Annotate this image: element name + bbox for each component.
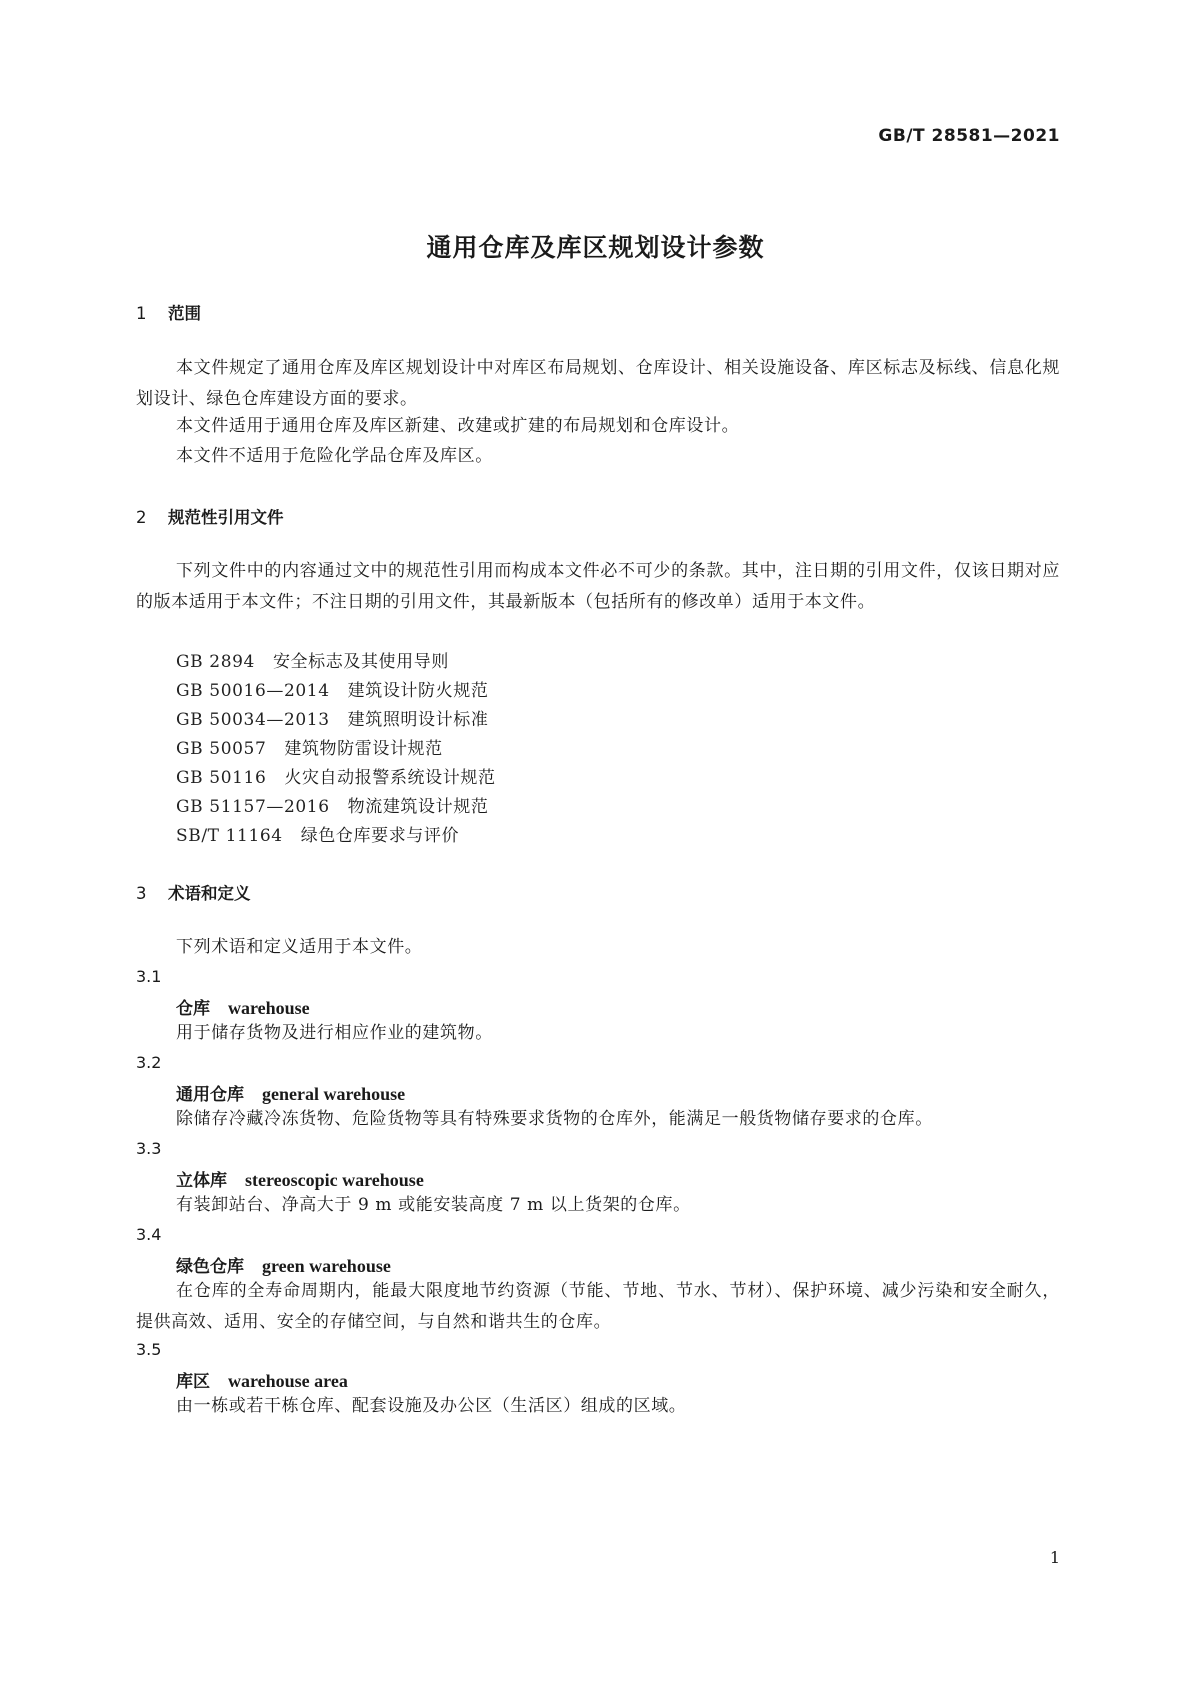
term-name xyxy=(176,1252,391,1277)
term-name xyxy=(176,994,310,1019)
reference-item xyxy=(176,763,496,788)
reference-item xyxy=(176,734,443,759)
section-number: 2 xyxy=(136,508,147,527)
reference-title: 火灾自动报警系统设计规范 xyxy=(284,768,496,788)
term-definition: 有装卸站台、净高大于 9 m 或能安装高度 7 m 以上货架的仓库。 xyxy=(176,1195,691,1215)
reference-title: 物流建筑设计规范 xyxy=(347,797,489,817)
term-number: 3.1 xyxy=(136,967,162,986)
reference-title: 建筑照明设计标准 xyxy=(347,710,489,730)
section-number: 3 xyxy=(136,884,147,903)
term-number: 3.5 xyxy=(136,1340,162,1359)
term-zh: 绿色仓库 xyxy=(176,1257,244,1277)
section-number: 1 xyxy=(136,304,147,323)
reference-item xyxy=(176,821,459,846)
reference-item xyxy=(176,647,449,672)
section-title: 规范性引用文件 xyxy=(168,508,284,527)
standard-code: GB/T 28581—2021 xyxy=(878,126,1060,146)
reference-code: GB 50016—2014 xyxy=(176,681,330,701)
term-definition: 在仓库的全寿命周期内，能最大限度地节约资源（节能、节地、节水、节材）、保护环境、减少污染和安全耐久，提供高效、适用、安全的存储空间，与自然和谐共生的仓库。 xyxy=(136,1281,1060,1332)
paragraph: 本文件不适用于危险化学品仓库及库区。 xyxy=(176,446,493,466)
document-title: 通用仓库及库区规划设计参数 xyxy=(426,233,765,262)
reference-title: 建筑设计防火规范 xyxy=(347,681,489,701)
reference-code: GB 50116 xyxy=(176,768,267,788)
paragraph: 本文件规定了通用仓库及库区规划设计中对库区布局规划、仓库设计、相关设施设备、库区标志及标线、信息化规划设计、绿色仓库建设方面的要求。 xyxy=(136,358,1060,409)
reference-code: GB 50057 xyxy=(176,739,267,759)
reference-item xyxy=(176,705,488,730)
paragraph: 本文件适用于通用仓库及库区新建、改建或扩建的布局规划和仓库设计。 xyxy=(176,416,740,436)
section-title: 术语和定义 xyxy=(168,884,251,903)
term-zh: 立体库 xyxy=(176,1171,227,1191)
term-zh: 仓库 xyxy=(176,999,210,1019)
term-en: stereoscopic warehouse xyxy=(245,1170,424,1190)
term-definition: 由一栋或若干栋仓库、配套设施及办公区（生活区）组成的区域。 xyxy=(176,1396,687,1416)
page-number: 1 xyxy=(1049,1548,1060,1567)
term-en: green warehouse xyxy=(262,1256,391,1276)
reference-code: GB 51157—2016 xyxy=(176,797,330,817)
reference-title: 安全标志及其使用导则 xyxy=(272,652,449,672)
term-definition: 用于储存货物及进行相应作业的建筑物。 xyxy=(176,1023,493,1043)
term-en: warehouse xyxy=(228,998,310,1018)
term-number: 3.4 xyxy=(136,1225,162,1244)
reference-code: GB 2894 xyxy=(176,652,255,672)
term-name xyxy=(176,1166,424,1191)
section-1-heading xyxy=(136,300,201,324)
term-number: 3.2 xyxy=(136,1053,162,1072)
reference-code: SB/T 11164 xyxy=(176,826,283,846)
reference-item xyxy=(176,792,488,817)
term-zh: 库区 xyxy=(176,1372,210,1392)
term-name xyxy=(176,1080,405,1105)
term-zh: 通用仓库 xyxy=(176,1085,244,1105)
reference-item xyxy=(176,676,488,701)
term-en: warehouse area xyxy=(228,1371,348,1391)
term-en: general warehouse xyxy=(262,1084,406,1104)
reference-title: 建筑物防雷设计规范 xyxy=(284,739,443,759)
reference-title: 绿色仓库要求与评价 xyxy=(300,826,460,846)
section-2-heading xyxy=(136,504,284,528)
term-definition: 除储存冷藏冷冻货物、危险货物等具有特殊要求货物的仓库外，能满足一般货物储存要求的仓库。 xyxy=(176,1109,933,1129)
paragraph: 下列术语和定义适用于本文件。 xyxy=(176,937,423,957)
section-title: 范围 xyxy=(168,304,201,323)
term-name xyxy=(176,1367,348,1392)
term-number: 3.3 xyxy=(136,1139,162,1158)
paragraph: 下列文件中的内容通过文中的规范性引用而构成本文件必不可少的条款。其中，注日期的引用文件，仅该日期对应的版本适用于本文件；不注日期的引用文件，其最新版本（包括所有的修改单）适用于本文件。 xyxy=(136,561,1060,612)
section-3-heading xyxy=(136,880,251,904)
reference-code: GB 50034—2013 xyxy=(176,710,330,730)
